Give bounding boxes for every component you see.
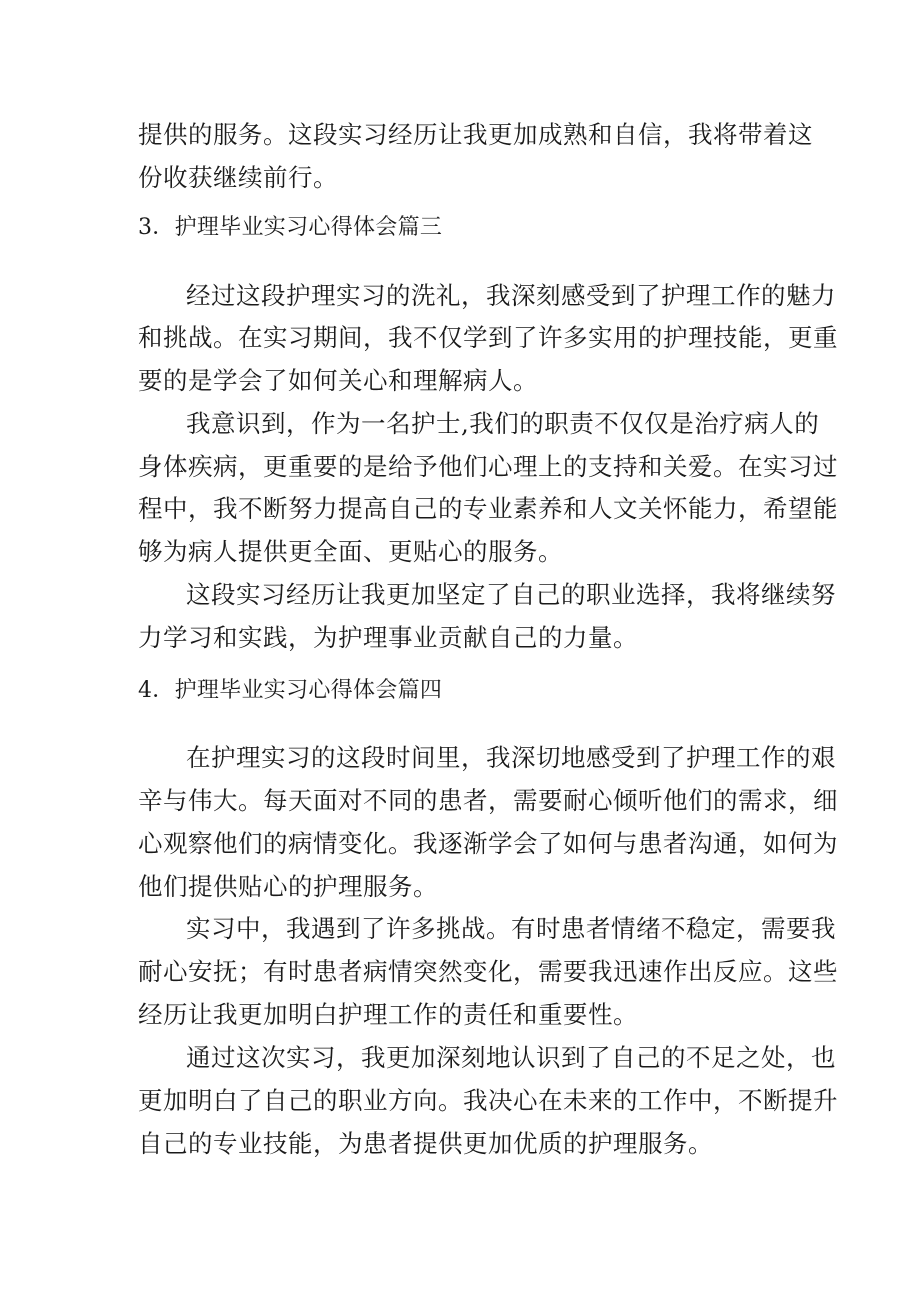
text-line: 更加明白了自己的职业方向。我决心在未来的工作中，不断提升 bbox=[138, 1086, 838, 1115]
text-line: 在护理实习的这段时间里，我深切地感受到了护理工作的艰 bbox=[186, 743, 836, 772]
text-line: 辛与伟大。每天面对不同的患者，需要耐心倾听他们的需求，细 bbox=[138, 786, 838, 815]
text-line: 我意识到，作为一名护士,我们的职责不仅仅是治疗病人的 bbox=[186, 409, 820, 438]
text-line: 够为病人提供更全面、更贴心的服务。 bbox=[138, 537, 563, 566]
section-heading-3: 3．护理毕业实习心得体会篇三 bbox=[138, 215, 443, 240]
text-line: 和挑战。在实习期间，我不仅学到了许多实用的护理技能，更重 bbox=[138, 323, 838, 352]
text-line: 要的是学会了如何关心和理解病人。 bbox=[138, 366, 538, 395]
text-line: 心观察他们的病情变化。我逐渐学会了如何与患者沟通，如何为 bbox=[138, 829, 838, 858]
text-line: 自己的专业技能，为患者提供更加优质的护理服务。 bbox=[138, 1129, 713, 1158]
text-line: 耐心安抚；有时患者病情突然变化，需要我迅速作出反应。这些 bbox=[138, 957, 838, 986]
text-line: 经历让我更加明白护理工作的责任和重要性。 bbox=[138, 1000, 638, 1029]
text-line: 通过这次实习，我更加深刻地认识到了自己的不足之处，也 bbox=[186, 1043, 836, 1072]
text-line: 份收获继续前行。 bbox=[138, 163, 338, 192]
text-line: 提供的服务。这段实习经历让我更加成熟和自信，我将带着这 bbox=[138, 120, 813, 149]
text-line: 他们提供贴心的护理服务。 bbox=[138, 872, 438, 901]
text-line: 这段实习经历让我更加坚定了自己的职业选择，我将继续努 bbox=[186, 580, 836, 609]
section-heading-4: 4．护理毕业实习心得体会篇四 bbox=[138, 678, 443, 703]
text-line: 力学习和实践，为护理事业贡献自己的力量。 bbox=[138, 623, 638, 652]
text-line: 经过这段护理实习的洗礼，我深刻感受到了护理工作的魅力 bbox=[186, 281, 836, 310]
text-line: 程中，我不断努力提高自己的专业素养和人文关怀能力，希望能 bbox=[138, 494, 838, 523]
text-line: 实习中，我遇到了许多挑战。有时患者情绪不稳定，需要我 bbox=[186, 914, 836, 943]
text-line: 身体疾病，更重要的是给予他们心理上的支持和关爱。在实习过 bbox=[138, 452, 838, 481]
